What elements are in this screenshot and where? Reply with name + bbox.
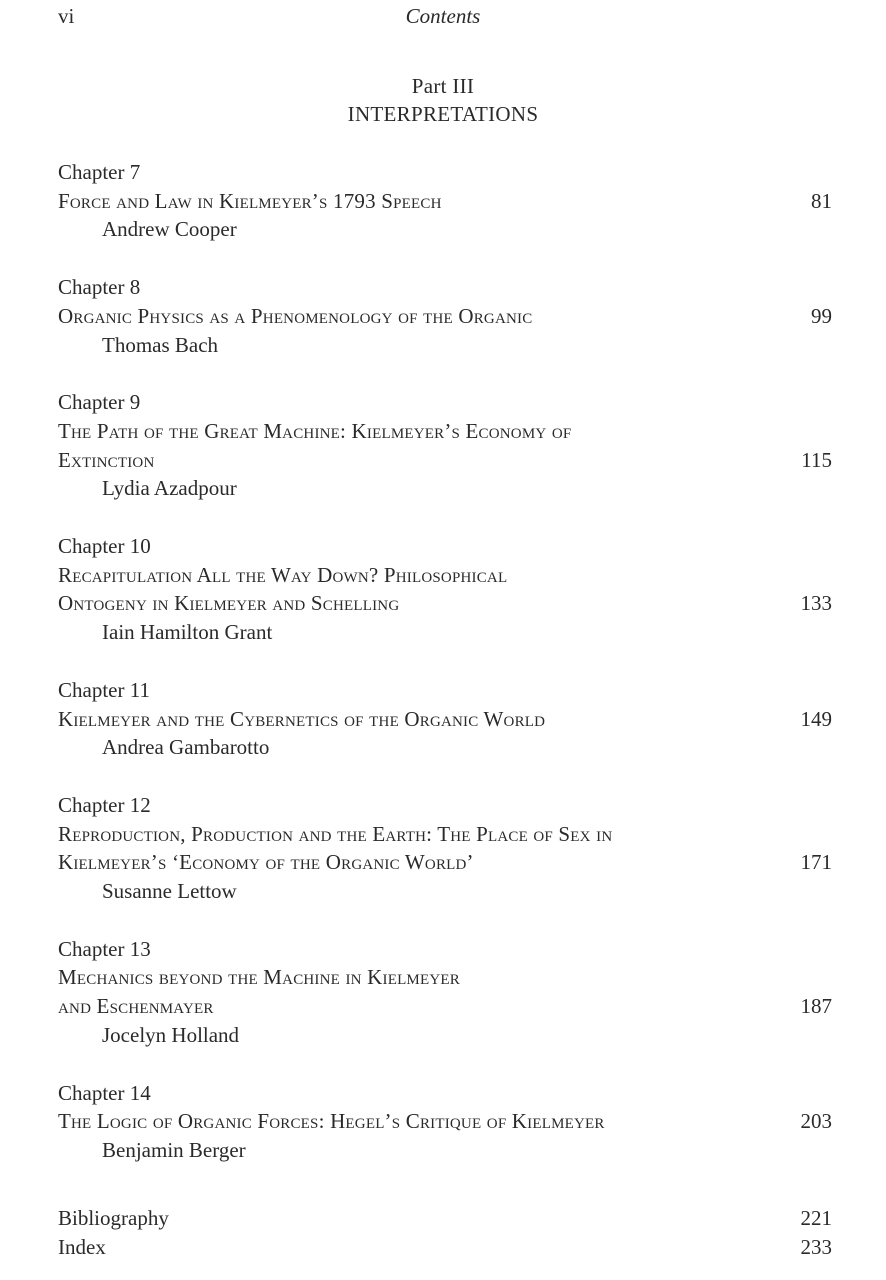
chapter-label: Chapter 13 xyxy=(58,936,151,961)
chapter-title-line: Reproduction, Production and the Earth: The Place of Sex in xyxy=(58,821,613,846)
running-title: Contents xyxy=(405,4,481,28)
chapter-title-line: and Eschenmayer xyxy=(58,994,214,1019)
chapter-title-line: Kielmeyer and the Cybernetics of the Organic World xyxy=(58,706,546,731)
toc-entry xyxy=(58,273,832,359)
chapter-title-line: Recapitulation All the Way Down? Philosophical xyxy=(58,562,508,587)
backmatter-label: Bibliography xyxy=(58,1206,169,1230)
chapter-title-line: Mechanics beyond the Machine in Kielmeyer xyxy=(58,965,460,990)
chapter-title xyxy=(58,705,545,734)
part-label: Part III xyxy=(411,74,475,98)
toc-entry xyxy=(58,388,832,503)
chapter-title-line: The Logic of Organic Forces: Hegel’s Critique of Kielmeyer xyxy=(58,1109,605,1134)
backmatter-entry xyxy=(58,1204,832,1233)
chapter-label: Chapter 8 xyxy=(58,275,141,300)
page-number: 203 xyxy=(800,1109,832,1134)
chapter-title-line: Organic Physics as a Phenomenology of the Organic xyxy=(58,303,533,328)
chapter-title-row xyxy=(58,417,832,474)
chapter-label: Chapter 11 xyxy=(58,677,150,702)
running-head xyxy=(0,4,886,30)
page-folio: vi xyxy=(58,4,75,28)
chapter-title-row xyxy=(58,302,832,331)
page-number: 99 xyxy=(811,303,832,328)
chapter-label: Chapter 9 xyxy=(58,390,141,415)
table-of-contents xyxy=(58,158,832,1194)
toc-entry xyxy=(58,1079,832,1165)
chapter-title-line: Ontogeny in Kielmeyer and Schelling xyxy=(58,591,400,616)
chapter-author: Iain Hamilton Grant xyxy=(102,620,273,645)
chapter-author: Jocelyn Holland xyxy=(102,1022,240,1047)
chapter-title-row xyxy=(58,561,832,618)
chapter-title xyxy=(58,561,507,618)
chapter-author: Andrea Gambarotto xyxy=(102,735,270,760)
chapter-label: Chapter 14 xyxy=(58,1080,151,1105)
chapter-author: Thomas Bach xyxy=(102,332,219,357)
chapter-title-row xyxy=(58,1107,832,1136)
chapter-label: Chapter 12 xyxy=(58,792,151,817)
chapter-title-line: Force and Law in Kielmeyer’s 1793 Speech xyxy=(58,188,442,213)
chapter-title-line: The Path of the Great Machine: Kielmeyer’s Economy of xyxy=(58,418,572,443)
chapter-author: Lydia Azadpour xyxy=(102,476,237,501)
chapter-label: Chapter 10 xyxy=(58,534,151,559)
toc-entry xyxy=(58,532,832,647)
toc-entry xyxy=(58,676,832,762)
backmatter-list xyxy=(58,1204,832,1261)
part-heading xyxy=(0,72,886,128)
page-number: 133 xyxy=(800,591,832,616)
chapter-title-row xyxy=(58,963,832,1020)
chapter-author: Benjamin Berger xyxy=(102,1137,246,1162)
chapter-title xyxy=(58,963,460,1020)
backmatter-entry xyxy=(58,1233,832,1262)
page-number: 187 xyxy=(800,994,832,1019)
toc-entry xyxy=(58,791,832,906)
chapter-title-row xyxy=(58,187,832,216)
part-title: INTERPRETATIONS xyxy=(347,102,539,126)
chapter-title-line: Extinction xyxy=(58,447,155,472)
page-number: 171 xyxy=(800,850,832,875)
chapter-label: Chapter 7 xyxy=(58,160,141,184)
chapter-title xyxy=(58,187,442,216)
page-number: 81 xyxy=(811,188,832,213)
toc-entry xyxy=(58,935,832,1050)
toc-entry xyxy=(58,158,832,244)
chapter-title xyxy=(58,302,532,331)
chapter-title xyxy=(58,1107,605,1136)
chapter-author: Andrew Cooper xyxy=(102,217,237,242)
chapter-title-row xyxy=(58,820,832,877)
chapter-title-row xyxy=(58,705,832,734)
chapter-author: Susanne Lettow xyxy=(102,879,237,904)
backmatter-label: Index xyxy=(58,1234,106,1259)
chapter-title xyxy=(58,417,571,474)
page-number: 115 xyxy=(801,447,832,472)
chapter-title-line: Kielmeyer’s ‘Economy of the Organic World’ xyxy=(58,850,474,875)
chapter-title xyxy=(58,820,612,877)
page-number: 221 xyxy=(800,1206,832,1230)
page-number: 233 xyxy=(800,1234,832,1259)
page-number: 149 xyxy=(800,706,832,731)
